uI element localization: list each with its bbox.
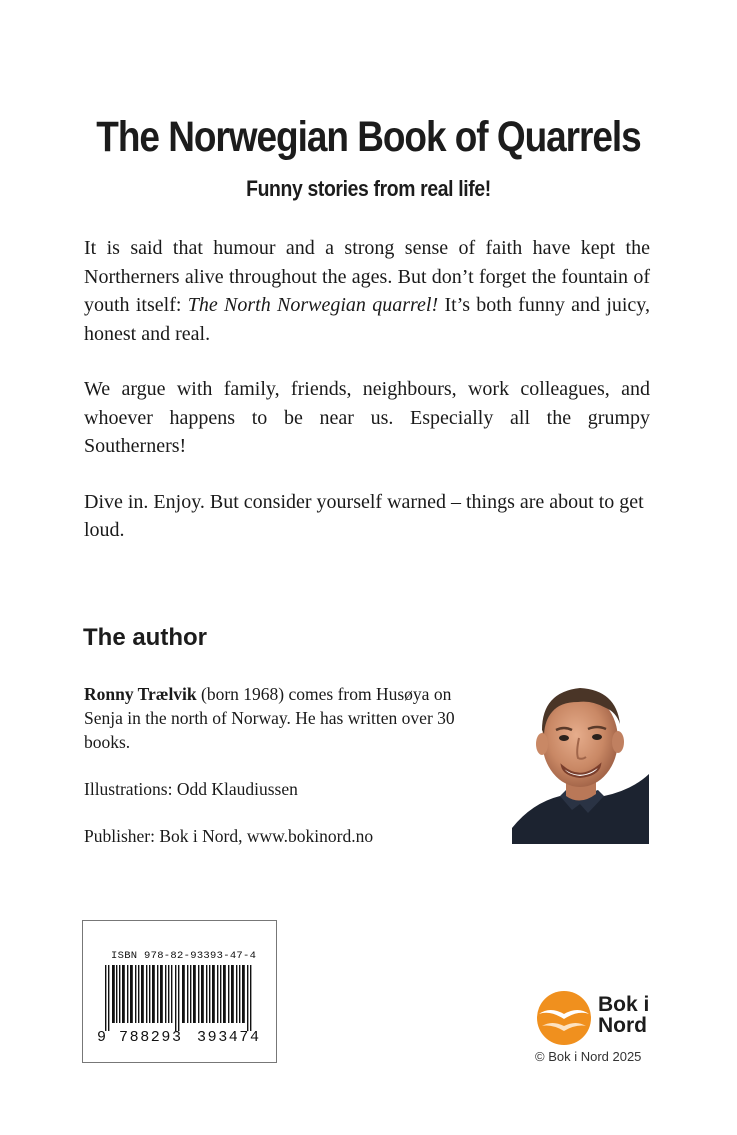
logo-line-2: Nord xyxy=(598,1014,647,1037)
barcode-icon xyxy=(105,965,257,1031)
isbn-label: ISBN 978-82-93393-47-4 xyxy=(111,950,257,962)
blurb-paragraph-2: We argue with family, friends, neighbours, work colleagues, and whoever happens to be near us. Especially all the grumpy Southerners! xyxy=(84,378,650,457)
author-info xyxy=(84,682,484,871)
blurb-paragraph-3: Dive in. Enjoy. But consider yourself warned – things are about to get loud. xyxy=(84,490,644,541)
blurb-p1-italic: The North Norwegian quarrel! xyxy=(187,294,439,316)
ean-left-digits: 788293 xyxy=(119,1029,183,1046)
isbn-barcode-box xyxy=(82,920,277,1063)
ean-first-digit: 9 xyxy=(97,1029,107,1046)
author-heading: The author xyxy=(83,624,207,651)
blurb-paragraph-1 xyxy=(84,234,650,348)
copyright-notice: © Bok i Nord 2025 xyxy=(535,1049,642,1064)
author-name: Ronny Trælvik xyxy=(84,684,197,704)
author-photo xyxy=(512,678,649,844)
blurb xyxy=(84,234,650,572)
author-bio-text: (born 1968) comes from Husøya on Senja in the north of Norway. He has written over 30 books. xyxy=(84,684,455,752)
book-title: The Norwegian Book of Quarrels xyxy=(96,113,641,161)
blurb-p1-end: It’s both funny and juicy, honest and real. xyxy=(84,294,651,345)
author-portrait-image xyxy=(512,678,649,844)
blurb-p1-start: It is said that humour and a strong sense of faith have kept the Northerners alive throughout the ages. But don’t forget the fountain of youth itself: xyxy=(84,237,650,316)
illustrator-credit: Illustrations: Odd Klaudiussen xyxy=(84,779,298,799)
publisher-credit: Publisher: Bok i Nord, www.bokinord.no xyxy=(84,826,374,846)
logo-line-1: Bok i xyxy=(598,993,650,1016)
ean-right-digits: 393474 xyxy=(197,1029,261,1046)
book-subtitle: Funny stories from real life! xyxy=(246,176,491,201)
author-bio xyxy=(84,682,484,754)
logo-wordmark xyxy=(598,994,649,1036)
